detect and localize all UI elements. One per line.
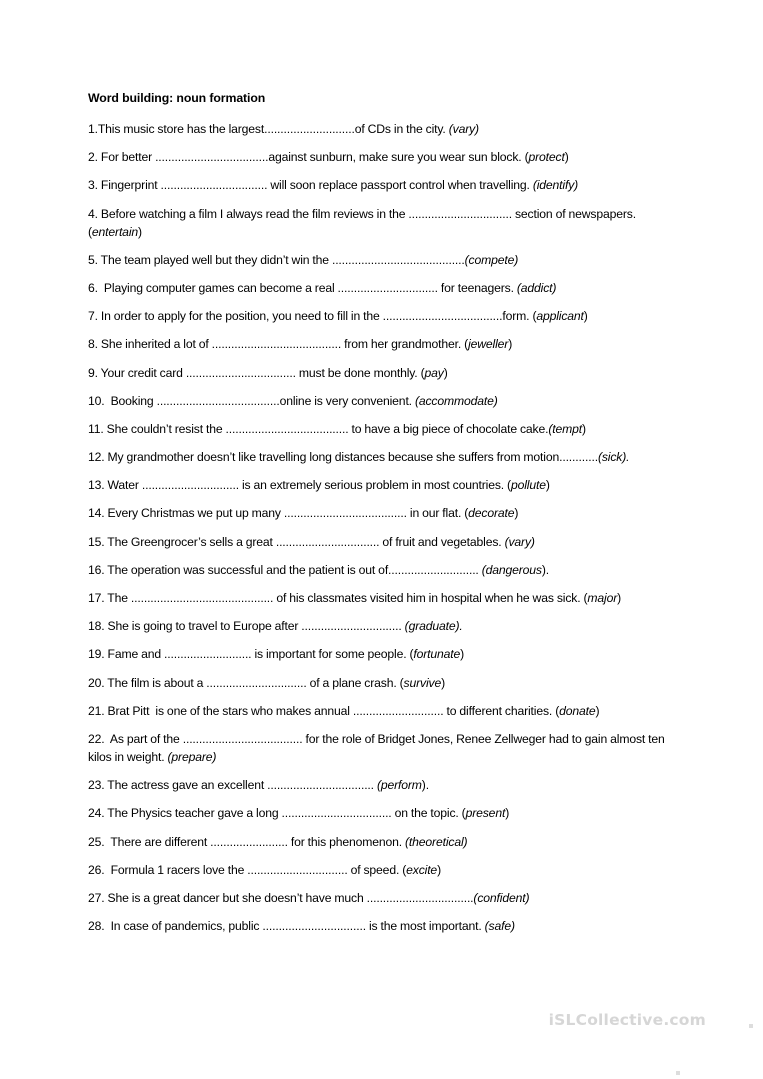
exercise-item — [88, 617, 666, 635]
exercise-cue-suffix: ) — [437, 862, 441, 877]
exercise-cue-word: (tempt — [548, 421, 583, 436]
exercise-cue-suffix: ) — [138, 224, 142, 239]
exercise-cue-suffix: ) — [508, 337, 513, 352]
exercise-cue-suffix: ) — [441, 675, 446, 690]
exercise-sentence: 2. For better ...................................against sunburn, make sure you wear sun block. ( — [88, 150, 529, 165]
exercise-item — [88, 176, 666, 194]
exercise-sentence: 28. In case of pandemics, public ................................ is the most important. — [88, 919, 485, 934]
exercise-cue-word: (sick). — [597, 450, 630, 465]
exercise-item — [88, 392, 666, 410]
exercise-item — [88, 476, 666, 494]
exercise-item — [88, 335, 666, 353]
exercise-item — [88, 279, 666, 297]
exercise-sentence: 4. Before watching a film I always read the film reviews in the ................................ section of newspapers. ( — [88, 206, 639, 239]
exercise-sentence: 5. The team played well but they didn’t win the ......................................... — [88, 252, 465, 267]
exercise-cue-word: entertain — [91, 224, 139, 239]
exercise-cue-suffix: ) — [545, 478, 550, 493]
exercise-item — [88, 674, 666, 692]
exercise-cue-suffix: ) — [595, 703, 600, 718]
exercise-sentence: 19. Fame and ........................... is important for some people. ( — [88, 647, 414, 662]
exercise-cue-word: protect — [528, 150, 565, 165]
exercise-item — [88, 533, 666, 551]
exercise-sentence: 27. She is a great dancer but she doesn’t have much ................................. — [88, 890, 474, 905]
exercise-cue-suffix: ) — [617, 591, 622, 605]
exercise-cue-suffix: ) — [460, 647, 465, 662]
exercise-cue-word: (prepare) — [167, 749, 217, 764]
exercise-cue-suffix: ) — [443, 365, 448, 380]
worksheet-content — [88, 90, 666, 935]
exercise-cue-word: (accommodate) — [414, 393, 498, 408]
exercise-sentence: 10. Booking ......................................online is very convenient. — [88, 393, 415, 408]
page-title: Word building: noun formation — [88, 91, 266, 105]
exercise-item — [88, 645, 666, 663]
exercise-cue-word: (confident) — [473, 890, 530, 905]
exercise-cue-word: (vary) — [504, 534, 535, 549]
exercise-sentence: 7. In order to apply for the position, you need to fill in the .....................................form. ( — [88, 309, 537, 324]
exercise-cue-word: fortunate — [413, 647, 461, 662]
exercise-item — [88, 448, 666, 466]
exercise-sentence: 25. There are different ........................ for this phenomenon. — [88, 834, 406, 849]
exercise-cue-word: pollute — [510, 478, 546, 493]
exercise-sentence: 18. She is going to travel to Europe after ............................... — [88, 619, 405, 634]
page-speck-bottom — [676, 1071, 680, 1075]
exercise-cue-word: (compete) — [464, 252, 519, 267]
exercise-sentence: 8. She inherited a lot of ........................................ from her grandmother. ( — [88, 337, 469, 352]
exercise-cue-word: (safe) — [484, 919, 515, 934]
page-speck-right — [749, 1024, 753, 1028]
exercise-cue-suffix: ). — [421, 778, 429, 793]
exercise-sentence: 14. Every Christmas we put up many ...................................... in our flat. ( — [88, 506, 469, 521]
exercise-sentence: 6. Playing computer games can become a real ............................... for teenagers. — [88, 280, 517, 295]
exercise-cue-word: (graduate). — [404, 619, 463, 634]
exercise-cue-word: pay — [424, 365, 444, 380]
exercise-item — [88, 205, 666, 241]
exercise-sentence: 26. Formula 1 racers love the ............................... of speed. ( — [88, 862, 407, 877]
exercise-cue-word: present — [465, 806, 506, 821]
exercise-cue-word: (vary) — [448, 122, 479, 136]
exercise-sentence: 17. The ............................................ of his classmates visited him in hospital when he was sick. ( — [88, 591, 588, 605]
exercise-cue-suffix: ) — [583, 309, 588, 324]
exercise-sentence: 11. She couldn’t resist the ...................................... to have a big piece of chocolate cake. — [88, 421, 549, 436]
exercise-item — [88, 420, 666, 438]
exercise-sentence: 21. Brat Pitt is one of the stars who makes annual ............................ to different charities. ( — [88, 703, 560, 718]
islcollective-watermark: iSLCollective.com — [548, 1011, 706, 1029]
exercise-item — [88, 917, 666, 935]
exercise-sentence: 23. The actress gave an excellent ................................. — [88, 778, 377, 793]
exercise-sentence: 16. The operation was successful and the patient is out of............................ — [88, 562, 482, 577]
exercise-item — [88, 251, 666, 269]
exercise-sentence: 22. As part of the ..................................... for the role of Bridget Jones, Renee Zellweger had to gain almost ten kilos in weight. — [88, 731, 668, 764]
exercise-sentence: 9. Your credit card .................................. must be done monthly. ( — [88, 365, 425, 380]
exercise-item — [88, 889, 666, 907]
exercise-cue-word: (dangerous — [481, 562, 542, 577]
exercise-item — [88, 776, 666, 794]
exercise-cue-word: donate — [559, 703, 596, 718]
exercise-cue-word: (theoretical) — [405, 834, 468, 849]
exercise-sentence: 20. The film is about a ............................... of a plane crash. ( — [88, 675, 404, 690]
exercise-cue-suffix: ) — [564, 150, 569, 165]
exercise-cue-word: major — [587, 591, 618, 605]
exercise-cue-word: excite — [406, 862, 438, 877]
exercise-sentence: 15. The Greengrocer’s sells a great ................................ of fruit and vegetables. — [88, 534, 505, 549]
exercise-cue-word: (identify) — [532, 178, 579, 193]
exercise-cue-word: (perform — [376, 778, 422, 793]
exercise-sentence: 13. Water .............................. is an extremely serious problem in most countries. ( — [88, 478, 511, 493]
exercise-cue-word: survive — [403, 675, 442, 690]
exercise-cue-suffix: ) — [514, 506, 519, 521]
exercise-item — [88, 861, 666, 879]
exercise-item — [88, 561, 666, 579]
exercise-cue-suffix: ) — [505, 806, 510, 821]
exercise-cue-word: (addict) — [516, 280, 557, 295]
exercise-cue-word: decorate — [468, 506, 515, 521]
exercise-item — [88, 364, 666, 382]
exercise-item — [88, 504, 666, 522]
exercise-item — [88, 804, 666, 822]
exercise-list — [88, 120, 666, 935]
exercise-cue-word: jeweller — [468, 337, 509, 352]
exercise-item — [88, 702, 666, 720]
exercise-cue-suffix: ). — [541, 562, 550, 577]
exercise-item — [88, 589, 666, 607]
exercise-item — [88, 833, 666, 851]
exercise-item — [88, 307, 666, 325]
exercise-sentence: 24. The Physics teacher gave a long .................................. on the topic. ( — [88, 806, 466, 821]
exercise-sentence: 12. My grandmother doesn’t like travelling long distances because she suffers from motion............ — [88, 450, 598, 465]
exercise-item — [88, 120, 666, 138]
exercise-sentence: 1.This music store has the largest............................of CDs in the city. — [88, 122, 449, 136]
exercise-sentence: 3. Fingerprint ................................. will soon replace passport control when travelling. — [88, 178, 533, 193]
exercise-cue-word: applicant — [536, 309, 584, 324]
exercise-cue-suffix: ) — [582, 421, 586, 436]
exercise-item — [88, 730, 666, 766]
exercise-item — [88, 148, 666, 166]
